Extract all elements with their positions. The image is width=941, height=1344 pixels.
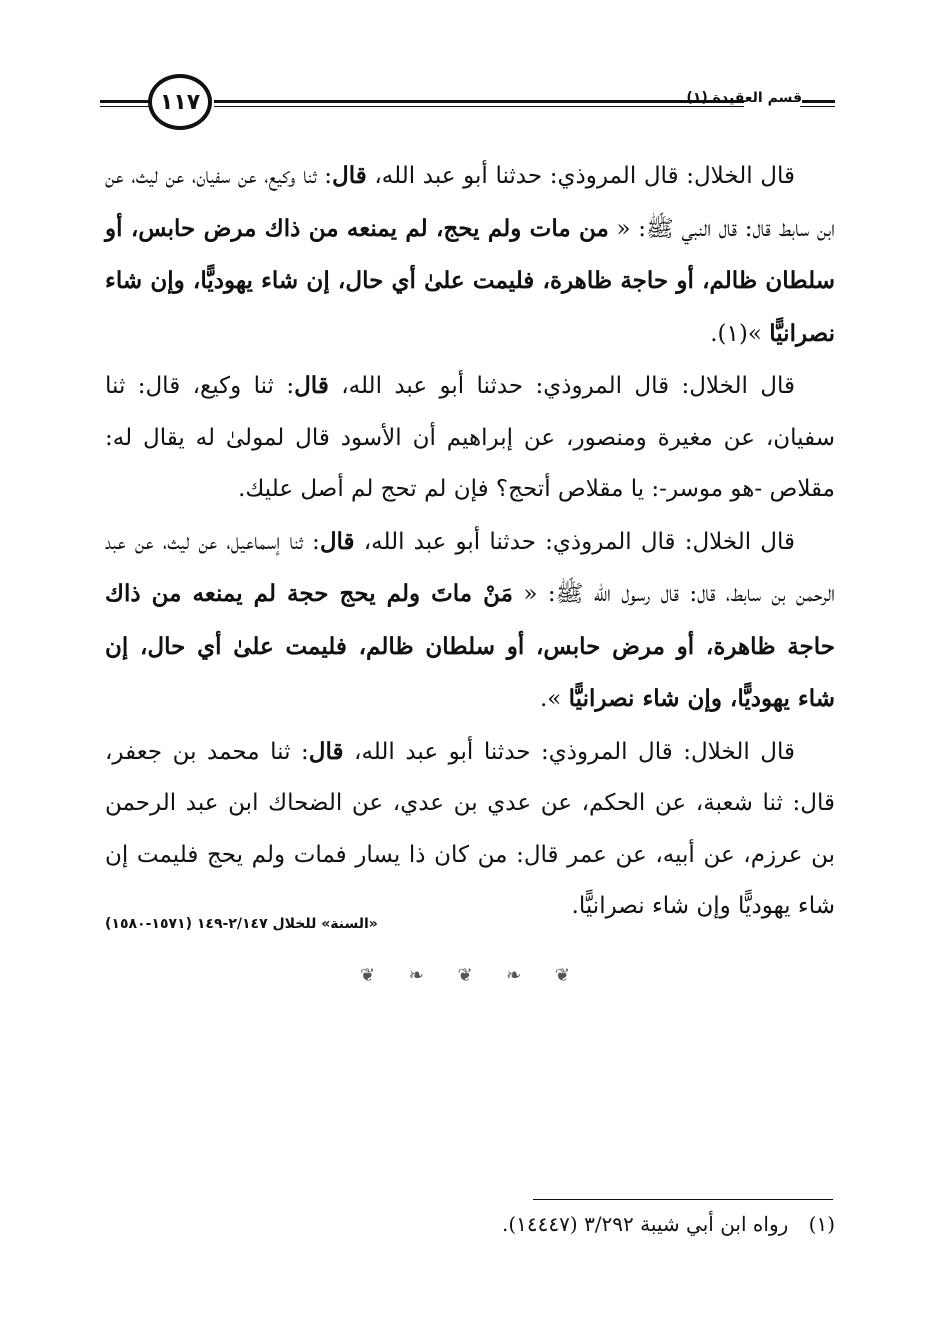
text-segment: قال الخلال: قال المروذي: حدثنا أبو عبد الله،: [343, 738, 795, 765]
header-rule-left: [100, 100, 152, 107]
text-segment: قال الخلال: قال المروذي: حدثنا أبو عبد الله،: [366, 163, 795, 189]
text-segment: »(١).: [710, 320, 770, 347]
paragraph: [105, 726, 835, 933]
paragraph: [105, 360, 835, 516]
page-number: ١١٧: [148, 74, 212, 130]
paragraph: [105, 150, 835, 360]
ornament-glyph: ❦: [360, 964, 376, 986]
body-text: [105, 150, 835, 933]
footnote-text: رواه ابن أبي شيبة ٣/٢٩٢ (١٤٤٤٧).: [502, 1212, 789, 1236]
header-rule-right: [800, 100, 835, 107]
text-segment: قال الخلال: قال المروذي: حدثنا أبو عبد الله،: [354, 528, 795, 555]
bold-text-segment: قال: [294, 372, 329, 399]
footnote-divider: [533, 1199, 833, 1200]
bold-text-segment: قال: [319, 527, 355, 555]
bold-text-segment: قال: [331, 162, 367, 189]
text-segment: : ثنا إسماعيل، عن ليث، عن عبد الرحمن بن سابط، قال: قال رسول الله ﷺ: «: [105, 528, 836, 607]
source-citation: «السنة» للخلال ٢/١٤٧-١٤٩ (١٥٧١-١٥٨٠): [105, 916, 378, 932]
ornament-glyph: ❦: [554, 964, 570, 986]
running-head: قسم العقيدة (١): [686, 90, 802, 106]
text-segment: : ثنا وكيع، قال: ثنا سفيان، عن مغيرة ومنصور، عن إبراهيم أن الأسود قال لمولىٰ له يقال له: مقلاص -هو موسر-: يا مقلاص أتحج؟ فإن لم تحج لم أصل عليك.: [105, 373, 835, 502]
bold-text-segment: قال: [308, 737, 344, 765]
ornament-glyph: ❧: [506, 964, 522, 986]
ornament-glyph: ❧: [408, 964, 424, 986]
header-rule-middle: [214, 100, 744, 107]
text-segment: : ثنا وكيع، عن سفيان، عن ليث، عن ابن سابط قال: قال النبي ﷺ: «: [105, 163, 835, 242]
bold-text-segment: مَنْ ماتَ ولم يحج حجة لم يمنعه من ذاك حاجة ظاهرة، أو مرض حابس، أو سلطان ظالم، فليمت علىٰ أي حال، إن شاء يهوديًّا، وإن شاء نصرانيًّا: [105, 580, 835, 712]
bold-text-segment: من مات ولم يحج، لم يمنعه من ذاك مرض حابس، أو سلطان ظالم، أو حاجة ظاهرة، فليمت علىٰ أي حال، إن شاء يهوديًّا، وإن شاء نصرانيًّا: [105, 214, 835, 347]
footnote-number: (١): [808, 1212, 835, 1236]
paragraph: [105, 516, 835, 726]
text-segment: ».: [539, 686, 569, 712]
text-segment: قال الخلال: قال المروذي: حدثنا أبو عبد الله،: [328, 373, 795, 399]
section-ornament: [360, 962, 570, 988]
footnote: [105, 1212, 835, 1236]
page-header: [100, 68, 835, 138]
text-segment: : ثنا محمد بن جعفر، قال: ثنا شعبة، عن الحكم، عن عدي بن عدي، عن الضحاك ابن عبد الرحمن بن عرزم، عن أبيه، عن عمر قال: من كان ذا يسار فمات ولم يحج فليمت إن شاء يهوديًّا وإن شاء نصرانيًّا.: [105, 738, 835, 919]
ornament-glyph: ❦: [457, 964, 473, 986]
